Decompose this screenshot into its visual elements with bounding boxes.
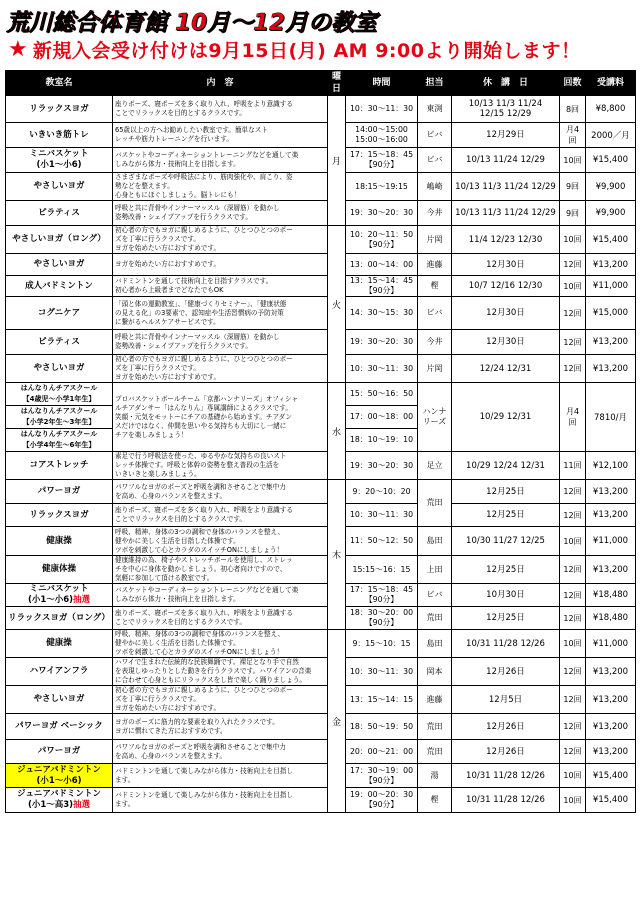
class-name: やさしいヨガ（ロング） xyxy=(6,226,113,254)
class-name: やさしいヨガ xyxy=(6,254,113,276)
class-name: はんなりんチアスクール 【小学4年生～6年生】 xyxy=(6,429,113,452)
class-name: ジュニアバドミントン (小1～小6) xyxy=(6,764,113,788)
class-name: ピラティス xyxy=(6,201,113,226)
session-count: 12回 xyxy=(560,714,586,740)
class-time: 20：00～21：00 xyxy=(346,740,418,764)
class-name: コグニケア xyxy=(6,297,113,330)
class-time: 10：20～11：50 【90分】 xyxy=(346,226,418,254)
class-name: 健康操 xyxy=(6,527,113,556)
class-time: 15：50～16：50 xyxy=(346,383,418,406)
table-header-row xyxy=(6,71,636,96)
class-content: 65歳以上の方へお勧めしたい教室です。簡単なスト レッチや筋力トレーニングを行います。 xyxy=(113,123,328,148)
session-count: 9回 xyxy=(560,173,586,201)
instructor: 岡本 xyxy=(418,658,452,686)
table-row xyxy=(6,226,636,254)
fee: ¥13,200 xyxy=(586,714,636,740)
header-class-name: 教室名 xyxy=(6,71,113,96)
instructor: 樫 xyxy=(418,788,452,813)
class-time: 14:00～15:00 15:00～16:00 xyxy=(346,123,418,148)
session-count: 8回 xyxy=(560,96,586,123)
header-holidays: 休 講 日 xyxy=(452,71,560,96)
title-text: 荒川総合体育館 10月～12月の教室 xyxy=(6,10,378,36)
class-name: リラックスヨガ（ロング） xyxy=(6,607,113,630)
class-time: 13：00～14：00 xyxy=(346,254,418,276)
class-time: 18：10～19：10 xyxy=(346,429,418,452)
class-time: 10：30～11：30 xyxy=(346,504,418,527)
session-count: 10回 xyxy=(560,226,586,254)
class-time: 14：30～15：30 xyxy=(346,297,418,330)
class-content: ヨガのポーズに筋力的な要素を取り入れたクラスです。 ヨガに慣れてきた方におすすめです。 xyxy=(113,714,328,740)
class-content: 呼吸と共に背骨やインナーマッスル（深層筋）を動かし 姿勢改善・シェイプアップを行うクラスです。 xyxy=(113,330,328,355)
instructor: 樫 xyxy=(418,276,452,297)
class-content: 健康維持の為、椅子やストレッチボールを使用し、ストレッ チを中心に身体を動かしましょう。初心者向けですので、 気軽に参加して頂ける教室です。 xyxy=(113,556,328,584)
table-row xyxy=(6,607,636,630)
header-content: 内 容 xyxy=(113,71,328,96)
instructor: 東渕 xyxy=(418,96,452,123)
class-content: 座りポーズ、寝ポーズを多く取り入れ、呼吸をより意識する ことでリラックスを目的とするクラスです。 xyxy=(113,607,328,630)
session-count: 12回 xyxy=(560,740,586,764)
instructor: ビバ xyxy=(418,297,452,330)
class-content: 座りポーズ、寝ポーズを多く取り入れ、呼吸をより意識する ことでリラックスを目的とするクラスです。 xyxy=(113,96,328,123)
instructor: 嶋崎 xyxy=(418,173,452,201)
instructor: 片岡 xyxy=(418,355,452,383)
session-count: 月4回 xyxy=(560,383,586,452)
weekday-label: 火 xyxy=(328,226,346,383)
holidays: 10/13 11/3 11/24 12/29 xyxy=(452,173,560,201)
table-row xyxy=(6,297,636,330)
instructor: ビバ xyxy=(418,148,452,173)
class-time: 18：30～20：00 【90分】 xyxy=(346,607,418,630)
class-content: 初心者の方でもヨガに親しめるように、ひとつひとつのポー ズを丁寧に行うクラスです。 ヨガを始めたい方におすすめです。 xyxy=(113,686,328,714)
fee: ¥13,200 xyxy=(586,686,636,714)
star-icon: ★ xyxy=(8,37,28,62)
holidays: 10/7 12/16 12/30 xyxy=(452,276,560,297)
class-content: バスケットやコーディネーショントレーニングなどを通して楽 しみながら体力・技術向上を目指します。 xyxy=(113,584,328,607)
session-count: 10回 xyxy=(560,148,586,173)
session-count: 10回 xyxy=(560,788,586,813)
instructor: 今井 xyxy=(418,201,452,226)
holidays: 10/13 11/3 11/24 12/29 xyxy=(452,201,560,226)
class-time: 19：30～20：30 xyxy=(346,452,418,480)
class-name: 健康操 xyxy=(6,630,113,658)
class-content: 初心者の方でもヨガに親しめるように、ひとつひとつのポー ズを丁寧に行うクラスです。 ヨガを始めたい方におすすめです。 xyxy=(113,355,328,383)
instructor: 片岡 xyxy=(418,226,452,254)
weekday-label: 金 xyxy=(328,630,346,813)
table-row xyxy=(6,148,636,173)
class-time: 17：15～18：45 【90分】 xyxy=(346,584,418,607)
fee: ¥13,200 xyxy=(586,658,636,686)
fee: ¥15,400 xyxy=(586,788,636,813)
header-day: 曜日 xyxy=(328,71,346,96)
class-name: パワーヨガ ベーシック xyxy=(6,714,113,740)
notice-text: 新規入会受け付けは9月15日(月) AM 9:00より開始します！ xyxy=(32,40,581,62)
table-row xyxy=(6,658,636,686)
session-count: 10回 xyxy=(560,630,586,658)
class-name: ピラティス xyxy=(6,330,113,355)
fee: ¥8,800 xyxy=(586,96,636,123)
holidays: 12月26日 xyxy=(452,714,560,740)
fee: ¥13,200 xyxy=(586,740,636,764)
session-count: 12回 xyxy=(560,584,586,607)
session-count: 12回 xyxy=(560,556,586,584)
class-time: 15:15～16：15 xyxy=(346,556,418,584)
lottery-label: 抽選 xyxy=(73,800,91,810)
holidays: 10/13 11/24 12/29 xyxy=(452,148,560,173)
holidays: 10/30 11/27 12/25 xyxy=(452,527,560,556)
weekday-label: 水 xyxy=(328,383,346,480)
holidays: 10/29 12/31 xyxy=(452,383,560,452)
instructor: 荒田 xyxy=(418,607,452,630)
session-count: 11回 xyxy=(560,452,586,480)
class-content: 初心者の方でもヨガに親しめるように、ひとつひとつのポー ズを丁寧に行うクラスです。 ヨガを始めたい方におすすめです。 xyxy=(113,226,328,254)
class-name: ジュニアバドミントン (小1～高3)抽選 xyxy=(6,788,113,813)
holidays: 10月30日 xyxy=(452,584,560,607)
class-time: 13：15～14：15 xyxy=(346,686,418,714)
session-count: 12回 xyxy=(560,355,586,383)
holidays: 10/31 11/28 12/26 xyxy=(452,788,560,813)
instructor: 島田 xyxy=(418,527,452,556)
class-time: 10：30～11：30 xyxy=(346,96,418,123)
table-row xyxy=(6,630,636,658)
class-name: リラックスヨガ xyxy=(6,504,113,527)
registration-notice xyxy=(8,36,636,66)
class-name: ミニバスケット (小1～小6) xyxy=(6,148,113,173)
instructor: ビバ xyxy=(418,123,452,148)
instructor: 湯 xyxy=(418,764,452,788)
class-time: 19：00～20：30 【90分】 xyxy=(346,788,418,813)
table-row xyxy=(6,123,636,148)
class-time: 19：30～20：30 xyxy=(346,330,418,355)
fee: ¥12,100 xyxy=(586,452,636,480)
session-count: 12回 xyxy=(560,658,586,686)
class-time: 17：30～19：00 【90分】 xyxy=(346,764,418,788)
table-row xyxy=(6,383,636,406)
holidays: 12月30日 xyxy=(452,254,560,276)
fee: ¥15,400 xyxy=(586,148,636,173)
class-time: 18:15～19:15 xyxy=(346,173,418,201)
instructor: 足立 xyxy=(418,452,452,480)
header-instructor: 担当 xyxy=(418,71,452,96)
class-time: 10：30～11：30 xyxy=(346,658,418,686)
class-name: 健康体操 xyxy=(6,556,113,584)
table-row xyxy=(6,452,636,480)
session-count: 10回 xyxy=(560,276,586,297)
class-name: やさしいヨガ xyxy=(6,355,113,383)
session-count: 月4回 xyxy=(560,123,586,148)
table-row xyxy=(6,686,636,714)
header-time: 時間 xyxy=(346,71,418,96)
instructor: 荒田 xyxy=(418,480,452,527)
table-row xyxy=(6,714,636,740)
instructor: 進藤 xyxy=(418,686,452,714)
holidays: 12月25日 xyxy=(452,504,560,527)
class-name: コアストレッチ xyxy=(6,452,113,480)
fee: 7810/月 xyxy=(586,383,636,452)
table-row xyxy=(6,480,636,504)
class-content: 「頭と体の運動教室」、「健康づくりセミナー」、「健康状態 の見える化」の3要素で、認知症や生活習慣病の予防対策 に繋がるヘルスケアサービスです。 xyxy=(113,297,328,330)
holidays: 12月25日 xyxy=(452,607,560,630)
instructor: ハンナ リーズ xyxy=(418,383,452,452)
schedule-table xyxy=(5,70,636,813)
session-count: 12回 xyxy=(560,686,586,714)
holidays: 12月25日 xyxy=(452,556,560,584)
class-content: 素足で行う呼吸法を使った、ゆるやかな気持ちの良いスト レッチ体操です。呼吸と体幹の姿勢を整え普段の生活を いきいきと楽しみましょう。 xyxy=(113,452,328,480)
fee: ¥13,200 xyxy=(586,556,636,584)
fee: ¥13,200 xyxy=(586,355,636,383)
class-name: リラックスヨガ xyxy=(6,96,113,123)
fee: ¥9,900 xyxy=(586,173,636,201)
class-content: バドミントンを通して楽しみながら体力・技術向上を目指し ます。 xyxy=(113,764,328,788)
table-row xyxy=(6,740,636,764)
table-row xyxy=(6,788,636,813)
class-content: パワフルなヨガのポーズと呼吸を調和させることで集中力 を高め、心身のバランスを整えます。 xyxy=(113,740,328,764)
class-content: バドミントンを通して技術向上を目指すクラスです。 初心者から上級者までどなたでもOK xyxy=(113,276,328,297)
class-name: ミニバスケット (小1～小6)抽選 xyxy=(6,584,113,607)
header-count: 回数 xyxy=(560,71,586,96)
class-time: 9：20～10：20 xyxy=(346,480,418,504)
class-content: 呼吸、精神、身体の3つの調和で身体のバランスを整え、 健やかに美しく生活を目指した体操です。 ツボを刺激して心とカラダのスイッチONにしましょう！ xyxy=(113,527,328,556)
instructor: 今井 xyxy=(418,330,452,355)
fee: ¥11,000 xyxy=(586,630,636,658)
class-time: 10：30～11：30 xyxy=(346,355,418,383)
table-row xyxy=(6,254,636,276)
instructor: 進藤 xyxy=(418,254,452,276)
holidays: 12月25日 xyxy=(452,480,560,504)
session-count: 12回 xyxy=(560,607,586,630)
session-count: 12回 xyxy=(560,504,586,527)
holidays: 10/29 12/24 12/31 xyxy=(452,452,560,480)
holidays: 12月5日 xyxy=(452,686,560,714)
fee: ¥11,000 xyxy=(586,276,636,297)
fee: ¥9,900 xyxy=(586,201,636,226)
class-name: 成人バドミントン xyxy=(6,276,113,297)
class-time: 19：30～20：30 xyxy=(346,201,418,226)
class-content: 座りポーズ、寝ポーズを多く取り入れ、呼吸をより意識する ことでリラックスを目的とするクラスです。 xyxy=(113,504,328,527)
weekday-label: 木 xyxy=(328,480,346,630)
table-row xyxy=(6,96,636,123)
class-content: プロバスケットボールチーム「京都ハンナリーズ」オフィシャ ルチアダンサー「はんなりん」専属講師によるクラスです。 笑顔・元気をモットーにチアの基礎から始めます。チアダン スだけではなく、仲間を思いやる気持ちも大切にし一緒に チアを楽しみましょう！ xyxy=(113,383,328,452)
session-count: 12回 xyxy=(560,297,586,330)
class-content: バドミントンを通して楽しみながら体力・技術向上を目指し ます。 xyxy=(113,788,328,813)
class-content: パワフルなヨガのポーズと呼吸を調和させることで集中力 を高め、心身のバランスを整えます。 xyxy=(113,480,328,504)
class-time: 11：50～12：50 xyxy=(346,527,418,556)
table-row xyxy=(6,355,636,383)
class-name: やさしいヨガ xyxy=(6,686,113,714)
fee: ¥15,400 xyxy=(586,226,636,254)
class-content: バスケットやコーディネーショントレーニングなどを通して楽 しみながら体力・技術向上を目指します。 xyxy=(113,148,328,173)
class-time: 17：00～18：00 xyxy=(346,406,418,429)
header-fee: 受講料 xyxy=(586,71,636,96)
session-count: 9回 xyxy=(560,201,586,226)
fee: ¥13,200 xyxy=(586,254,636,276)
class-content: 呼吸と共に背骨やインナーマッスル（深層筋）を動かし 姿勢改善・シェイプアップを行うクラスです。 xyxy=(113,201,328,226)
holidays: 11/4 12/23 12/30 xyxy=(452,226,560,254)
session-count: 12回 xyxy=(560,330,586,355)
class-name: ハワイアンフラ xyxy=(6,658,113,686)
holidays: 12/24 12/31 xyxy=(452,355,560,383)
fee: ¥13,200 xyxy=(586,330,636,355)
class-name: いきいき筋トレ xyxy=(6,123,113,148)
table-row xyxy=(6,527,636,556)
page-title xyxy=(6,4,634,34)
weekday-label: 月 xyxy=(328,96,346,226)
class-name: パワーヨガ xyxy=(6,740,113,764)
class-content: ハワイで生まれた伝統的な民族舞踊です。裸足となり手で自然 を表現しゆったりとした動きを行うクラスです。ハワイアンの音楽 に合わせて心身ともにリラックスをし皆で楽しく踊りましょう。 xyxy=(113,658,328,686)
instructor: 荒田 xyxy=(418,740,452,764)
fee: ¥13,200 xyxy=(586,480,636,504)
holidays: 10/31 11/28 12/26 xyxy=(452,764,560,788)
holidays: 12月29日 xyxy=(452,123,560,148)
fee: 2000／月 xyxy=(586,123,636,148)
holidays: 12月30日 xyxy=(452,297,560,330)
session-count: 10回 xyxy=(560,764,586,788)
class-name: はんなりんチアスクール 【小学2年生～3年生】 xyxy=(6,406,113,429)
class-content: さまざまなポーズや呼吸法により、筋肉強化や、肩こり、姿 勢などを整えます。 心身ともにほぐしましょう。脳トレにも！ xyxy=(113,173,328,201)
fee: ¥13,200 xyxy=(586,504,636,527)
table-row xyxy=(6,201,636,226)
session-count: 10回 xyxy=(560,527,586,556)
class-content: ヨガを始めたい方におすすめです。 xyxy=(113,254,328,276)
class-content: 呼吸、精神、身体の3つの調和で身体のバランスを整え、 健やかに美しく生活を目指した体操です。 ツボを刺激して心とカラダのスイッチONにしましょう！ xyxy=(113,630,328,658)
fee: ¥18,480 xyxy=(586,607,636,630)
session-count: 12回 xyxy=(560,254,586,276)
holidays: 12月26日 xyxy=(452,658,560,686)
fee: ¥11,000 xyxy=(586,527,636,556)
class-name: はんなりんチアスクール 【4歳児～小学1年生】 xyxy=(6,383,113,406)
instructor: 上田 xyxy=(418,556,452,584)
holidays: 12月30日 xyxy=(452,330,560,355)
table-row xyxy=(6,584,636,607)
session-count: 12回 xyxy=(560,480,586,504)
fee: ¥15,400 xyxy=(586,764,636,788)
fee: ¥18,480 xyxy=(586,584,636,607)
table-row xyxy=(6,276,636,297)
table-row xyxy=(6,556,636,584)
instructor: 島田 xyxy=(418,630,452,658)
instructor: ビバ xyxy=(418,584,452,607)
holidays: 12月26日 xyxy=(452,740,560,764)
class-time: 17：15～18：45 【90分】 xyxy=(346,148,418,173)
class-time: 18：50～19：50 xyxy=(346,714,418,740)
class-name: パワーヨガ xyxy=(6,480,113,504)
class-time: 13：15～14：45 【90分】 xyxy=(346,276,418,297)
class-name: やさしいヨガ xyxy=(6,173,113,201)
table-row xyxy=(6,504,636,527)
holidays: 10/13 11/3 11/24 12/15 12/29 xyxy=(452,96,560,123)
holidays: 10/31 11/28 12/26 xyxy=(452,630,560,658)
lottery-label: 抽選 xyxy=(73,595,91,605)
instructor: 荒田 xyxy=(418,714,452,740)
class-time: 9：15～10：15 xyxy=(346,630,418,658)
fee: ¥15,000 xyxy=(586,297,636,330)
table-row xyxy=(6,330,636,355)
table-row xyxy=(6,764,636,788)
table-row xyxy=(6,173,636,201)
